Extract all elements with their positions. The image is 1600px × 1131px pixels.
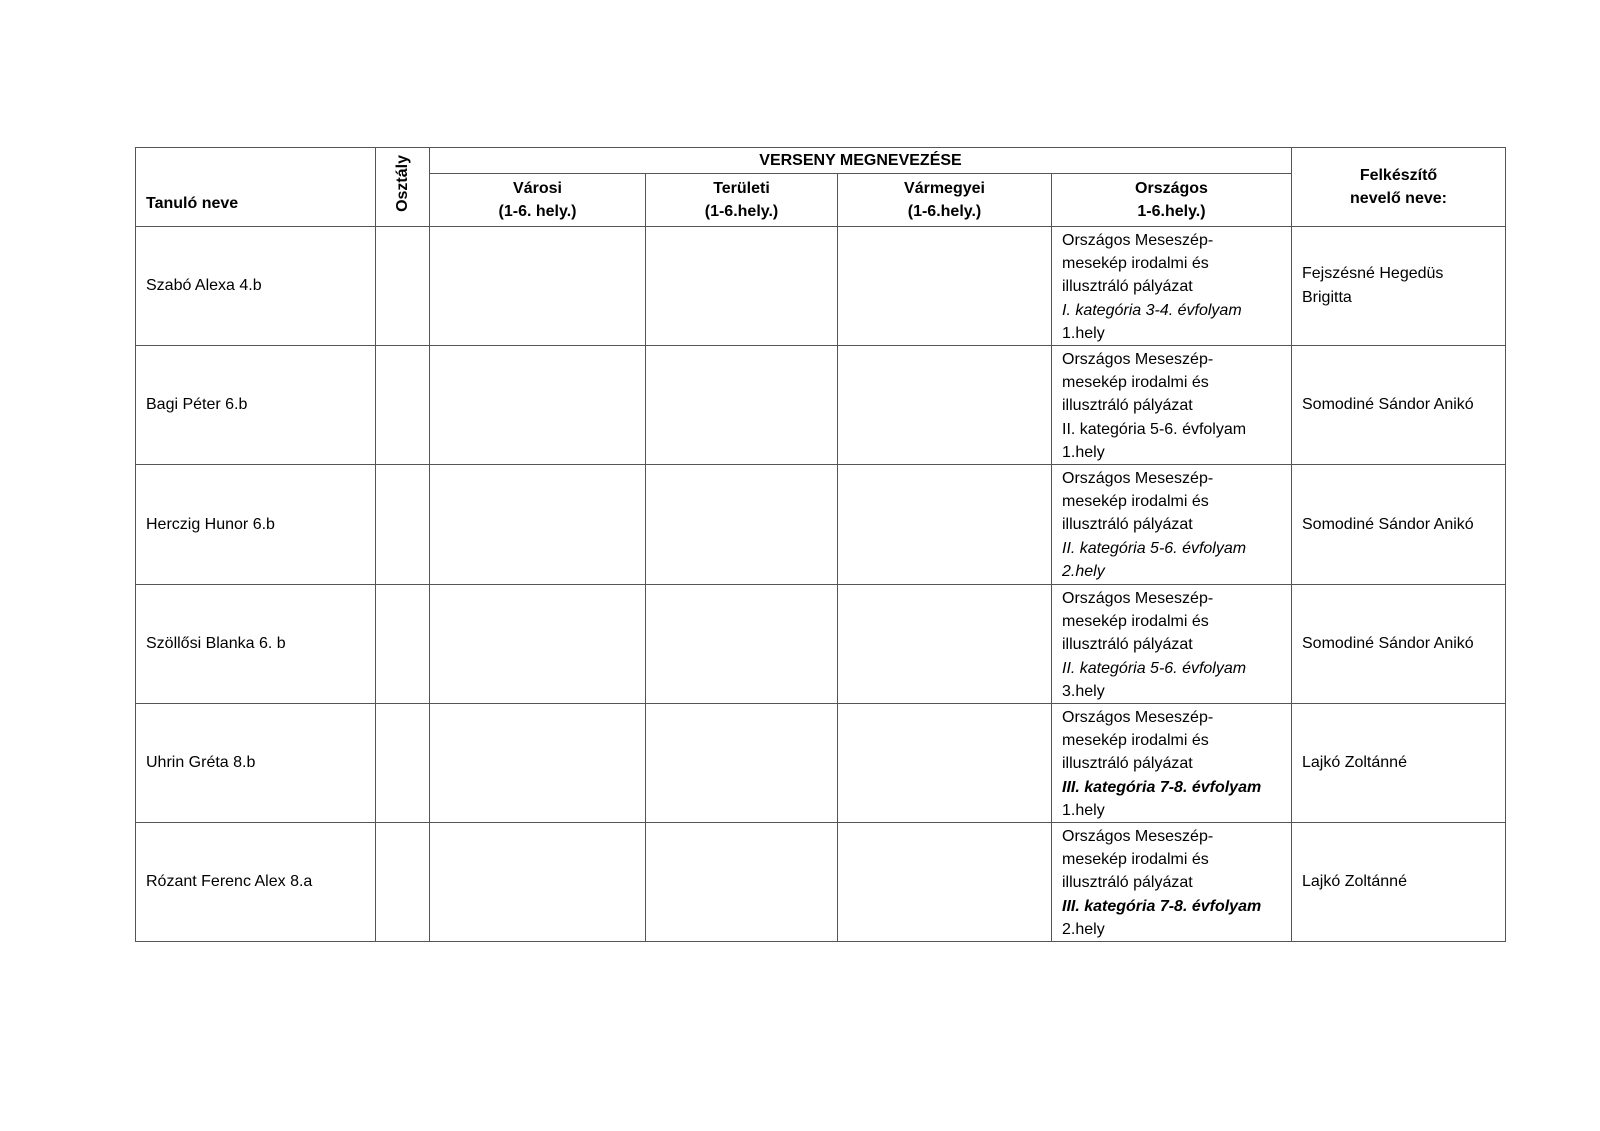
header-teacher <box>1292 148 1506 227</box>
header-level-varosi <box>430 174 646 227</box>
header-competition: VERSENY MEGNEVEZÉSE <box>430 148 1292 174</box>
table-row <box>136 704 1506 823</box>
level-name: Városi <box>513 180 562 197</box>
header-teacher-line1: Felkészítő <box>1359 167 1438 184</box>
teacher-line: Lajkó Zoltánné <box>1302 873 1407 891</box>
student-name: Szabó Alexa 4.b <box>136 227 376 346</box>
orszagos-cell <box>1052 227 1292 346</box>
results-table <box>135 147 1506 942</box>
table-row <box>136 585 1506 704</box>
competition-place: 2.hely <box>1062 920 1105 938</box>
header-class <box>376 148 430 227</box>
varmegyei-cell <box>838 585 1052 704</box>
competition-line: illusztráló pályázat <box>1062 516 1193 534</box>
table-row <box>136 823 1506 942</box>
varmegyei-cell <box>838 227 1052 346</box>
competition-line: Országos Meseszép- <box>1062 470 1214 488</box>
class-cell <box>376 465 430 585</box>
teacher-line: Somodiné Sándor Anikó <box>1302 635 1474 653</box>
varmegyei-cell <box>838 346 1052 465</box>
teacher-name <box>1292 465 1506 585</box>
class-cell <box>376 585 430 704</box>
varosi-cell <box>430 346 646 465</box>
competition-line: Országos Meseszép- <box>1062 590 1214 608</box>
header-level-orszagos <box>1052 174 1292 227</box>
teruleti-cell <box>646 465 838 585</box>
class-cell <box>376 704 430 823</box>
competition-category: I. kategória 3-4. évfolyam <box>1062 301 1242 319</box>
header-level-varmegyei <box>838 174 1052 227</box>
table-row <box>136 227 1506 346</box>
competition-category: II. kategória 5-6. évfolyam <box>1062 659 1247 677</box>
competition-line: illusztráló pályázat <box>1062 636 1193 654</box>
competition-line: Országos Meseszép- <box>1062 351 1214 369</box>
table-row <box>136 465 1506 585</box>
orszagos-cell <box>1052 704 1292 823</box>
class-cell <box>376 346 430 465</box>
teacher-line: Lajkó Zoltánné <box>1302 754 1407 772</box>
competition-line: mesekép irodalmi és <box>1062 732 1209 750</box>
student-name: Szöllősi Blanka 6. b <box>136 585 376 704</box>
level-range: (1-6.hely.) <box>704 203 779 220</box>
varmegyei-cell <box>838 704 1052 823</box>
level-range: 1-6.hely.) <box>1137 203 1206 220</box>
competition-line: mesekép irodalmi és <box>1062 613 1209 631</box>
competition-line: illusztráló pályázat <box>1062 397 1193 415</box>
level-name: Területi <box>713 180 770 197</box>
teacher-line: Somodiné Sándor Anikó <box>1302 396 1474 414</box>
competition-place: 1.hely <box>1062 324 1105 342</box>
level-name: Vármegyei <box>904 180 985 197</box>
orszagos-cell <box>1052 346 1292 465</box>
level-name: Országos <box>1135 180 1208 197</box>
teruleti-cell <box>646 823 838 942</box>
orszagos-cell <box>1052 465 1292 585</box>
competition-line: illusztráló pályázat <box>1062 874 1193 892</box>
orszagos-cell <box>1052 585 1292 704</box>
student-name: Herczig Hunor 6.b <box>136 465 376 585</box>
varmegyei-cell <box>838 823 1052 942</box>
header-level-teruleti <box>646 174 838 227</box>
teacher-line: Fejszésné Hegedüs <box>1302 265 1444 282</box>
teruleti-cell <box>646 585 838 704</box>
teacher-name <box>1292 823 1506 942</box>
competition-line: mesekép irodalmi és <box>1062 374 1209 392</box>
teacher-line: Brigitta <box>1302 289 1352 306</box>
teruleti-cell <box>646 346 838 465</box>
class-cell <box>376 227 430 346</box>
student-name: Uhrin Gréta 8.b <box>136 704 376 823</box>
varosi-cell <box>430 227 646 346</box>
competition-line: Országos Meseszép- <box>1062 232 1214 249</box>
student-name: Bagi Péter 6.b <box>136 346 376 465</box>
teacher-name <box>1292 346 1506 465</box>
header-teacher-line2: nevelő neve: <box>1350 190 1447 207</box>
competition-category: II. kategória 5-6. évfolyam <box>1062 420 1247 438</box>
competition-category: III. kategória 7-8. évfolyam <box>1062 778 1262 796</box>
student-name: Rózant Ferenc Alex 8.a <box>136 823 376 942</box>
varosi-cell <box>430 465 646 585</box>
level-range: (1-6.hely.) <box>907 203 982 220</box>
teacher-name <box>1292 585 1506 704</box>
varosi-cell <box>430 585 646 704</box>
class-cell <box>376 823 430 942</box>
teacher-line: Somodiné Sándor Anikó <box>1302 515 1474 533</box>
competition-line: illusztráló pályázat <box>1062 278 1193 296</box>
competition-line: Országos Meseszép- <box>1062 828 1214 846</box>
teacher-name <box>1292 704 1506 823</box>
competition-place: 3.hely <box>1062 682 1105 700</box>
teruleti-cell <box>646 704 838 823</box>
competition-place: 1.hely <box>1062 801 1105 819</box>
teacher-name <box>1292 227 1506 346</box>
varmegyei-cell <box>838 465 1052 585</box>
header-student-name: Tanuló neve <box>136 148 376 227</box>
competition-place: 2.hely <box>1062 562 1105 580</box>
competition-line: mesekép irodalmi és <box>1062 851 1209 869</box>
teruleti-cell <box>646 227 838 346</box>
table-row <box>136 346 1506 465</box>
varosi-cell <box>430 704 646 823</box>
header-class-label: Osztály <box>393 155 411 212</box>
competition-line: illusztráló pályázat <box>1062 755 1193 773</box>
competition-line: mesekép irodalmi és <box>1062 255 1209 273</box>
competition-category: III. kategória 7-8. évfolyam <box>1062 897 1262 915</box>
varosi-cell <box>430 823 646 942</box>
competition-line: mesekép irodalmi és <box>1062 493 1209 511</box>
orszagos-cell <box>1052 823 1292 942</box>
competition-category: II. kategória 5-6. évfolyam <box>1062 539 1247 557</box>
level-range: (1-6. hely.) <box>498 203 577 220</box>
competition-place: 1.hely <box>1062 443 1105 461</box>
competition-line: Országos Meseszép- <box>1062 709 1214 727</box>
